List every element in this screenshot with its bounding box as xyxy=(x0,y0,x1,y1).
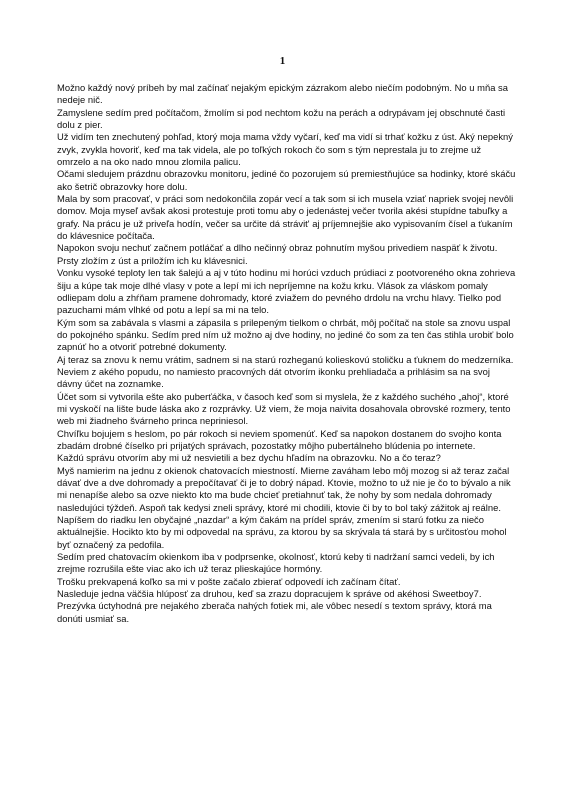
paragraph: Aj teraz sa znovu k nemu vrátim, sadnem si na starú rozheganú kolieskovú stoličku a ťuknem do medzerníka. xyxy=(57,353,514,365)
page-number: 1 xyxy=(279,55,286,67)
paragraph: Účet som si vytvorila ešte ako puberťáčka, v časoch keď som si myslela, že z každého suchého „ahoj“, ktoré mi vyskočí na lište bude láska ako z rozprávky. Už viem, že moja naivita dosahovala obrovské rozmery, tento web mi žiadneho švárneho princa nepriniesol. xyxy=(57,390,511,427)
paragraph: Napokon svoju nechuť začnem potláčať a dlho nečinný obraz pohnutím myšou privediem naspäť k životu. Prsty zložím z úst a priložím ich ku klávesnici. xyxy=(57,242,498,266)
paragraph: Napíšem do riadku len obyčajné „nazdar“ a kým čakám na prídel správ, zmením si starú fotku za niečo aktuálnejšie. Hocikto kto by mi odpovedal na správu, za ktorou by sa skrývala tá stará by s určitosťou mohol byť označený za pedofila. xyxy=(57,514,507,550)
paragraph: Možno každý nový príbeh by mal začínať nejakým epickým zázrakom alebo niečím podobným. No u mňa sa nedeje nič. xyxy=(57,82,508,106)
paragraph: Myš namierim na jednu z okienok chatovacích miestností. Mierne zaváham lebo môj mozog si až teraz začal dávať dve a dve dohromady a prepočítavať či je to dobrý nápad. Ktovie, možno to už nie je čo to bývalo a nik mi nenapíše alebo sa ozve niekto kto ma bude chcieť pretiahnuť tak, že nohy by som nedala dohromady nasledujúci týždeň. Aspoň tak kedysi zneli správy, ktoré mi chodili, ktovie či by to bol taký zážitok aj reálne. xyxy=(57,464,511,513)
paragraph: Očami sledujem prázdnu obrazovku monitoru, jediné čo pozorujem sú premiestňujúce sa hodinky, ktoré skáču ako šetrič obrazovky hore dolu. xyxy=(57,168,516,192)
paragraph: Neviem z akého popudu, no namiesto pracovných dát otvorím ikonku prehliadača a prihlásim sa na svoj dávny účet na zoznamke. xyxy=(57,365,490,390)
paragraph: Sedím pred chatovacím okienkom iba v podprsenke, okolnosť, ktorú keby ti nadržaní samci vedeli, by ich zrejme rozrušila ešte viac ako ich už teraz plieskajúce hormóny. xyxy=(57,551,495,575)
paragraph: Zamyslene sedím pred počítačom, žmolím si pod nechtom kožu na perách a odrypávam jej obschnuté časti dolu z pier. xyxy=(57,106,506,131)
paragraph: Mala by som pracovať, v práci som nedokončila zopár vecí a tak som si ich musela vziať napriek svojej nevôli domov. Moja myseľ avšak akosi protestuje proti tomu aby o jedenástej večer tvorila akési stupídne tabuľky a grafy. Na prácu je už priveľa hodín, večer sa určite dá strávit' aj príjemnejšie ako vypisovaním čísel a ťukaním do klávesnice počítača. xyxy=(57,193,514,242)
paragraph: Nasleduje jedna väčšia hlúposť za druhou, keď sa zrazu dopracujem k správe od akéhosi Sweetboy7. Prezývka úctyhodná pre nejakého zberača nahých fotiek mi, ale vôbec nesedí s textom správy, ktorá ma donúti usmiať sa. xyxy=(57,588,492,624)
paragraph: Chvíľku bojujem s heslom, po pár rokoch si neviem spomenúť. Keď sa napokon dostanem do svojho konta zbadám drobné číselko pri prijatých správach, pozostatky môjho pubertálneho blúdenia po internete. xyxy=(57,427,502,451)
paragraph: Kým som sa zabávala s vlasmi a zápasila s prilepeným tielkom o chrbát, môj počítač na stole sa znovu uspal do pokojného spánku. Sedím pred ním už možno aj dve hodiny, no jediné čo som za ten čas stihla urobiť bolo zapnúť ho a otvoriť potrebné dokumenty. xyxy=(57,316,514,353)
paragraph: Už vidím ten znechutený pohľad, ktorý moja mama vždy vyčarí, keď ma vidí si trhať kožku z úst. Aký nepekný zvyk, zvykla hovoriť, keď ma tak videla, ale po toľkých rokoch čo som s tým neprestala ju to zrejme už omrzelo a na oko nado mnou zlomila palicu. xyxy=(57,131,513,168)
document-body xyxy=(57,82,516,625)
paragraph: Trošku prekvapená koľko sa mi v pošte začalo zbierať odpovedí ich začínam čítať. xyxy=(57,575,401,587)
paragraph: Každú správu otvorím aby mi už nesvietili a bez dychu hľadím na obrazovku. No a čo teraz? xyxy=(57,452,441,464)
paragraph: Vonku vysoké teploty len tak šalejú a aj v túto hodinu mi horúci vzduch prúdiaci z pootvoreného okna zohrieva šiju a kúpe tak moje dlhé vlasy v pote a lepí mi ich nepríjemne na kožu krku. Vlások za vláskom pomaly odliepam dolu a zhŕňam pramene dohromady, ktoré zviažem do pevného drdolu na vrchu hlavy. Tielko pod pazuchami mám vlhké od potu a lepí sa mi na telo. xyxy=(57,267,516,316)
